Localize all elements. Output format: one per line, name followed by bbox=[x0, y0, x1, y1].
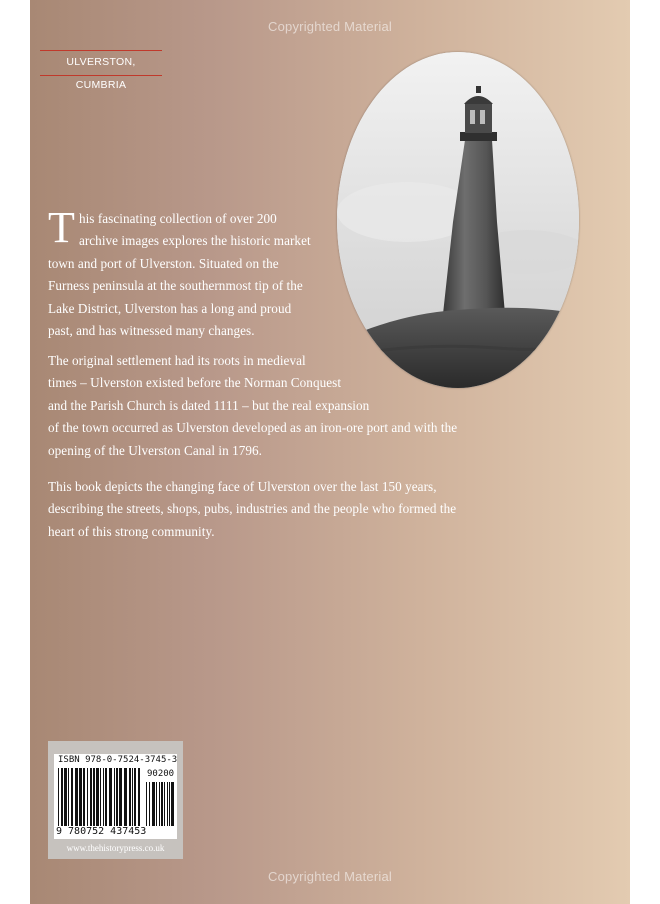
barcode-bar bbox=[103, 768, 104, 826]
barcode-bar bbox=[169, 782, 170, 826]
text-line: and the Parish Church is dated 1111 – but the real expansion bbox=[48, 397, 370, 413]
barcode-bar bbox=[105, 768, 107, 826]
drop-cap: T bbox=[48, 203, 75, 252]
monument-photo bbox=[337, 52, 579, 388]
barcode-bar bbox=[156, 782, 157, 826]
text-line: his fascinating collection of over 200 bbox=[78, 211, 277, 226]
watermark-bottom: Copyrighted Material bbox=[268, 869, 392, 884]
text-line: opening of the Ulverston Canal in 1796. bbox=[48, 442, 263, 458]
barcode-bar bbox=[64, 768, 67, 826]
barcode-panel bbox=[48, 741, 183, 859]
barcode-bar bbox=[79, 768, 82, 826]
watermark-top: Copyrighted Material bbox=[268, 19, 392, 34]
price-barcode-bars bbox=[146, 782, 176, 826]
text-line: heart of this strong community. bbox=[48, 523, 215, 539]
text-line: past, and has witnessed many changes. bbox=[48, 323, 255, 339]
barcode-bar bbox=[146, 782, 147, 826]
description-paragraph-2 bbox=[48, 350, 457, 462]
barcode-bar bbox=[159, 782, 160, 826]
description-paragraph-1 bbox=[48, 203, 311, 342]
barcode-bar bbox=[116, 768, 118, 826]
barcode-bar bbox=[164, 782, 165, 826]
barcode-bar bbox=[68, 768, 69, 826]
barcode-bar bbox=[90, 768, 92, 826]
barcode-bar bbox=[58, 768, 59, 826]
barcode-bar bbox=[114, 768, 115, 826]
location-label: ULVERSTON, CUMBRIA bbox=[40, 50, 162, 76]
barcode-bar bbox=[75, 768, 78, 826]
barcode-label bbox=[54, 754, 177, 839]
barcode-bar bbox=[119, 768, 122, 826]
barcode-bar bbox=[152, 782, 155, 826]
text-line: Furness peninsula at the southernmost tip of the bbox=[48, 278, 303, 294]
text-line: of the town occurred as Ulverston developed as an iron-ore port and with the bbox=[48, 420, 458, 436]
text-line: archive images explores the historic market bbox=[78, 233, 311, 249]
barcode-bar bbox=[129, 768, 131, 826]
price-code: 90200 bbox=[147, 769, 175, 779]
barcode-bar bbox=[171, 782, 174, 826]
barcode-bar bbox=[161, 782, 163, 826]
barcode-bar bbox=[167, 782, 168, 826]
description-paragraph-3 bbox=[48, 476, 456, 543]
barcode-bar bbox=[138, 768, 140, 826]
barcode-bar bbox=[71, 768, 73, 826]
barcode-bar bbox=[83, 768, 85, 826]
barcode-bars bbox=[58, 768, 144, 826]
back-cover bbox=[30, 0, 630, 904]
barcode-bar bbox=[87, 768, 88, 826]
text-line: The original settlement had its roots in medieval bbox=[48, 353, 306, 368]
barcode-bar bbox=[61, 768, 63, 826]
barcode-bar bbox=[96, 768, 99, 826]
text-line: describing the streets, shops, pubs, industries and the people who formed the bbox=[48, 501, 457, 517]
text-line: Lake District, Ulverston has a long and proud bbox=[48, 300, 292, 316]
barcode-bar bbox=[132, 768, 133, 826]
ean-digits: 9 780752 437453 bbox=[56, 826, 147, 837]
barcode-bar bbox=[149, 782, 150, 826]
isbn-text: ISBN 978-0-7524-3745-3 bbox=[58, 755, 178, 765]
text-line: This book depicts the changing face of Ulverston over the last 150 years, bbox=[48, 479, 437, 494]
barcode-bar bbox=[93, 768, 95, 826]
text-line: times – Ulverston existed before the Norman Conquest bbox=[48, 375, 342, 391]
photo-image bbox=[337, 52, 579, 388]
barcode-bar bbox=[109, 768, 112, 826]
barcode-bar bbox=[134, 768, 136, 826]
website-url: www.thehistorypress.co.uk bbox=[66, 843, 165, 853]
barcode-bar bbox=[100, 768, 101, 826]
text-line: town and port of Ulverston. Situated on the bbox=[48, 255, 279, 271]
barcode-bar bbox=[124, 768, 127, 826]
